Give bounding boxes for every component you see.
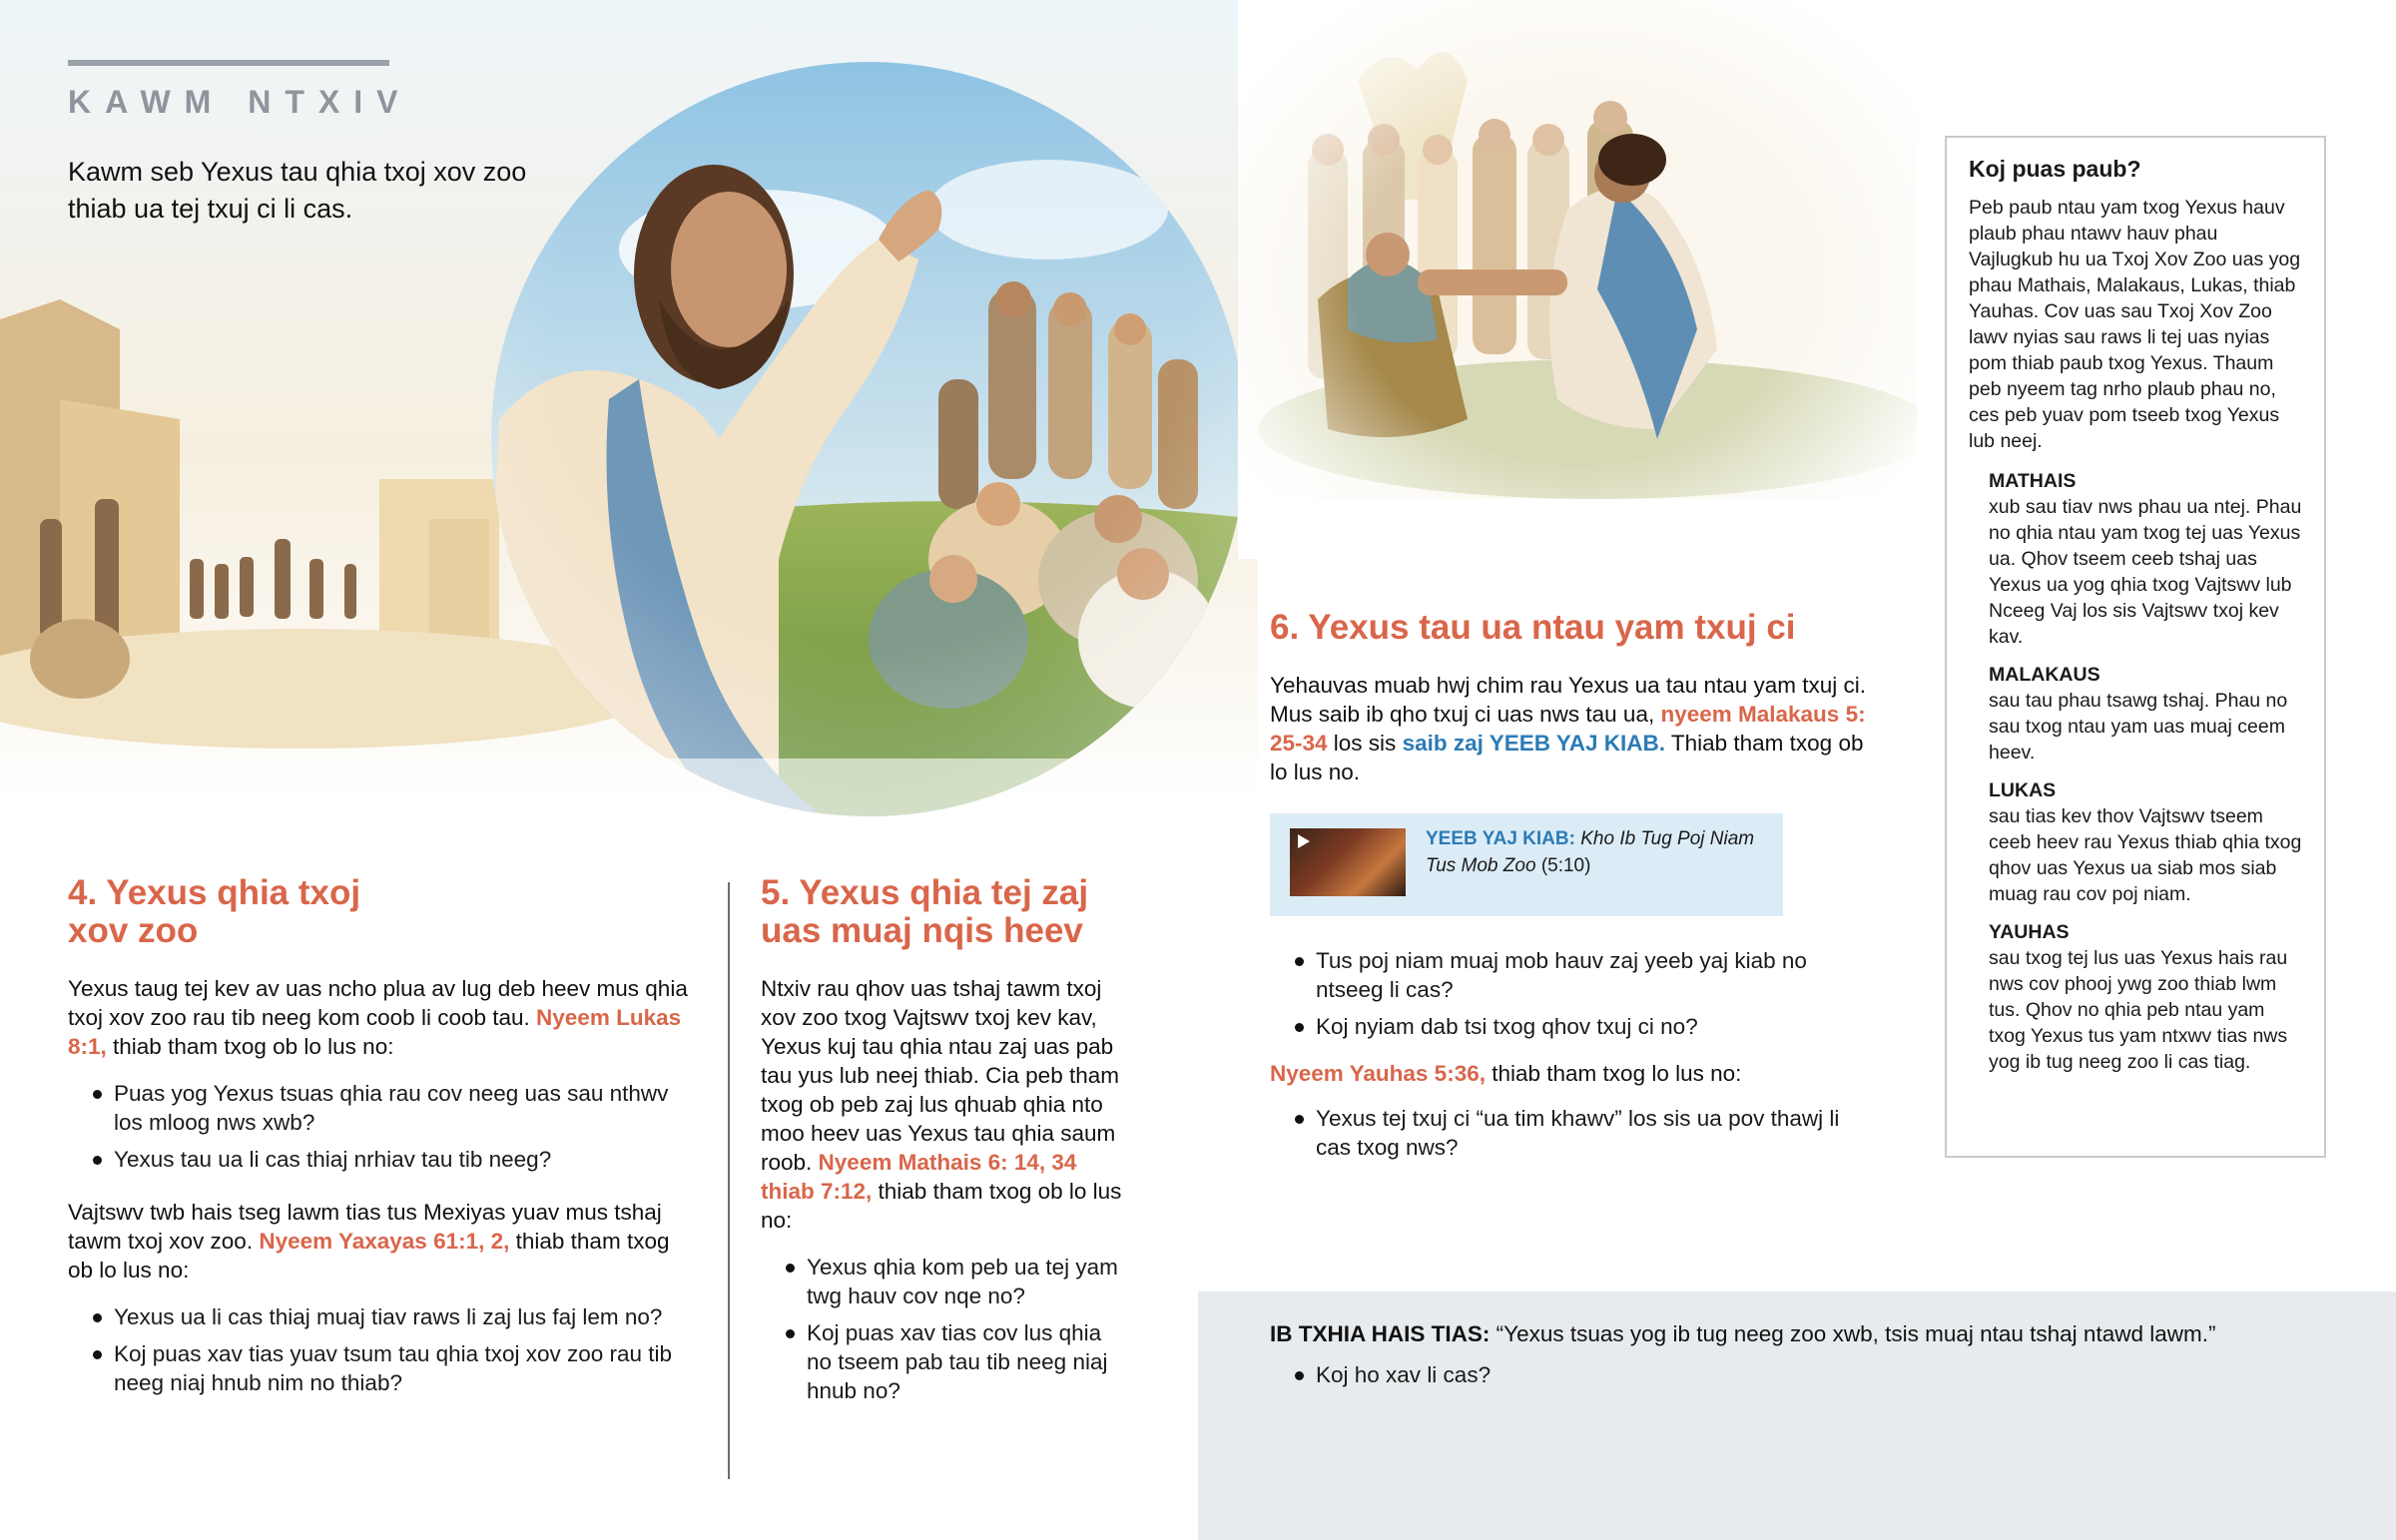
some-say-questions [1270,1360,2348,1389]
paragraph-text: los sis [1327,731,1403,756]
video-caption[interactable] [1426,825,1765,879]
some-say-content [1270,1319,2348,1397]
section-6-questions-2 [1270,1104,1869,1162]
sidebar-body: Peb paub ntau yam txog Yexus hauv plaub phau ntawv hauv phau Vajlugkub hu ua Txoj Xov Zoo uas yog phau Mathais, Malakaus, Lukas, thiab Yauhas. Cov uas sau Txoj Xov Zoo lawv nyias sau raws li tej uas nyias pom thiab paub txog Yexus. Thaum peb nyeem tag nrho plaub phau no, ces peb yuav pom tseeb txog Yexus lub neej. [1969,197,2301,452]
video-duration: (5:10) [1540,855,1591,876]
question-item: Yexus ua li cas thiaj muaj tiav raws li zaj lus faj lem no? [68,1302,697,1331]
section-5 [761,874,1132,1413]
section-4-questions-1 [68,1079,697,1174]
kicker-rule [68,60,389,66]
paragraph-text: Vajtswv twb hais tseg lawm tias tus Mexiyas yuav mus tshaj tawm txoj xov zoo. [68,1200,662,1254]
section-6-lower [1270,946,1869,1170]
question-item: Puas yog Yexus tsuas qhia rau cov neeg uas sau nthwv los mloog nws xwb? [68,1079,697,1137]
some-say-quote: “Yexus tsuas yog ib tug neeg zoo xwb, tsis muaj ntau tshaj ntawd lawm.” [1490,1321,2216,1346]
paragraph-text: Ntxiv rau qhov uas tshaj tawm txoj xov zoo txog Vajtswv txoj kev kav, Yexus kuj tau qhia ntau zaj uas pab tau yus lub neej thiab. Cia peb tham txog ob peb zaj lus qhuab qhia nto moo heev uas Yexus tau qhia saum roob. [761,976,1119,1175]
did-you-know-sidebar [1945,136,2326,1158]
jesus-preaching-illustration [0,0,1258,828]
scripture-link-matthew[interactable]: Nyeem Mathais 6: 14, 34 thiab 7:12, [761,1150,1077,1204]
section-6-questions-1 [1270,946,1869,1041]
scripture-link-john[interactable]: Nyeem Yauhas 5:36, [1270,1061,1486,1086]
question-item: Yexus tej txuj ci “ua tim khawv” los sis ua pov thawj li cas txog nws? [1270,1104,1869,1162]
section-5-paragraph [761,974,1132,1235]
section-4-title-line2: xov zoo [68,911,199,950]
section-4-questions-2 [68,1302,697,1397]
section-5-title-line2: uas muaj nqis heev [761,911,1083,950]
gospel-writer-text: sau tias kev thov Vajtswv tseem ceeb heev rau Yexus thiab qhia txog qhov uas Yexus ua siab mos siab muag rau cov poj niam. [1989,805,2302,905]
section-4 [68,874,697,1405]
play-icon[interactable] [1298,834,1310,848]
paragraph-text: thiab tham txog ob lo lus no: [106,1034,394,1059]
paragraph-text: Yehauvas muab hwj chim rau Yexus ua tau ntau yam txuj ci. Mus saib ib qho txuj ci uas nws tau ua, [1270,673,1867,727]
scripture-link-isaiah[interactable]: Nyeem Yaxayas 61:1, 2, [259,1229,510,1254]
section-6-paragraph-1 [1270,671,1879,786]
question-item: Koj nyiam dab tsi txog qhov txuj ci no? [1270,1012,1869,1041]
scripture-link-luke[interactable]: Nyeem Lukas 8:1, [68,1005,682,1059]
gospel-writer-name: MATHAIS [1989,470,2077,492]
section-6 [1270,609,1879,786]
paragraph-text: thiab tham txog lo lus no: [1485,1061,1742,1086]
scripture-link-mark[interactable]: nyeem Malakaus 5: 25-34 [1270,702,1866,756]
section-5-title-line1: 5. Yexus qhia tej zaj [761,873,1089,912]
section-6-paragraph-2 [1270,1059,1869,1088]
video-link[interactable]: saib zaj YEEB YAJ KIAB. [1402,731,1666,756]
section-4-paragraph-2 [68,1198,697,1284]
question-item: Koj ho xav li cas? [1270,1360,2348,1389]
some-say-line [1270,1319,2348,1348]
paragraph-text: Thiab tham txog ob lo lus no. [1270,731,1864,784]
section-4-title-line1: 4. Yexus qhia txoj [68,873,361,912]
paragraph-text: thiab tham txog ob lo lus no: [761,1179,1122,1233]
question-item: Yexus tau ua li cas thiaj nrhiav tau tib neeg? [68,1145,697,1174]
sidebar-title: Koj puas paub? [1969,156,2141,182]
some-say-label: IB TXHIA HAIS TIAS: [1270,1321,1491,1346]
gospel-writer-name: YAUHAS [1989,921,2070,943]
lesson-intro: Kawm seb Yexus tau qhia txoj xov zoo thiab ua tej txuj ci li cas. [68,157,527,224]
gospel-writer-text: sau tau phau tsawg tshaj. Phau no sau txog ntau yam uas muaj ceem heev. [1989,690,2288,764]
gospel-writer-name: LUKAS [1989,779,2057,801]
gospel-writer-text: xub sau tiav nws phau ua ntej. Phau no qhia ntau yam txog tej uas Yexus ua. Qhov tseem ceeb tshaj uas Yexus ua yog qhia txog Vajtswv lub Nceeg Vaj los sis Vajtswv txoj kev kav. [1989,496,2302,648]
section-4-title [68,874,697,950]
section-6-title: 6. Yexus tau ua ntau yam txuj ci [1270,608,1796,647]
section-5-questions [761,1253,1132,1405]
question-item: Tus poj niam muaj mob hauv zaj yeeb yaj kiab no ntseeg li cas? [1270,946,1869,1004]
gospel-writer-name: MALAKAUS [1989,664,2100,686]
question-item: Koj puas xav tias yuav tsum tau qhia txoj xov zoo rau tib neeg niaj hnub nim no thiab? [68,1339,697,1397]
lesson-kicker: KAWM NTXIV [68,84,412,120]
video-label: YEEB YAJ KIAB: [1426,828,1575,849]
paragraph-text: thiab tham txog ob lo lus no: [68,1229,670,1283]
paragraph-text: Yexus taug tej kev av uas ncho plua av lug deb heev mus qhia txoj xov zoo rau tib neeg kom coob li coob tau. [68,976,688,1030]
question-item: Yexus qhia kom peb ua tej yam twg hauv cov nqe no? [761,1253,1132,1310]
video-title: Kho Ib Tug Poj Niam Tus Mob Zoo [1426,828,1755,876]
section-4-paragraph-1 [68,974,697,1061]
question-item: Koj puas xav tias cov lus qhia no tseem pab tau tib neeg niaj hnub no? [761,1318,1132,1405]
healing-woman-illustration [1238,0,1917,559]
column-divider [728,882,730,1479]
section-5-title [761,874,1132,950]
gospel-writers-list [1969,468,2304,1075]
gospel-writer-text: sau txog tej lus uas Yexus hais rau nws cov phooj ywg zoo thiab lwm tus. Qhov no qhia peb ntau yam txog Yexus tus yam ntxwv tias nws yog ib tug neeg zoo li cas tiag. [1989,947,2288,1073]
